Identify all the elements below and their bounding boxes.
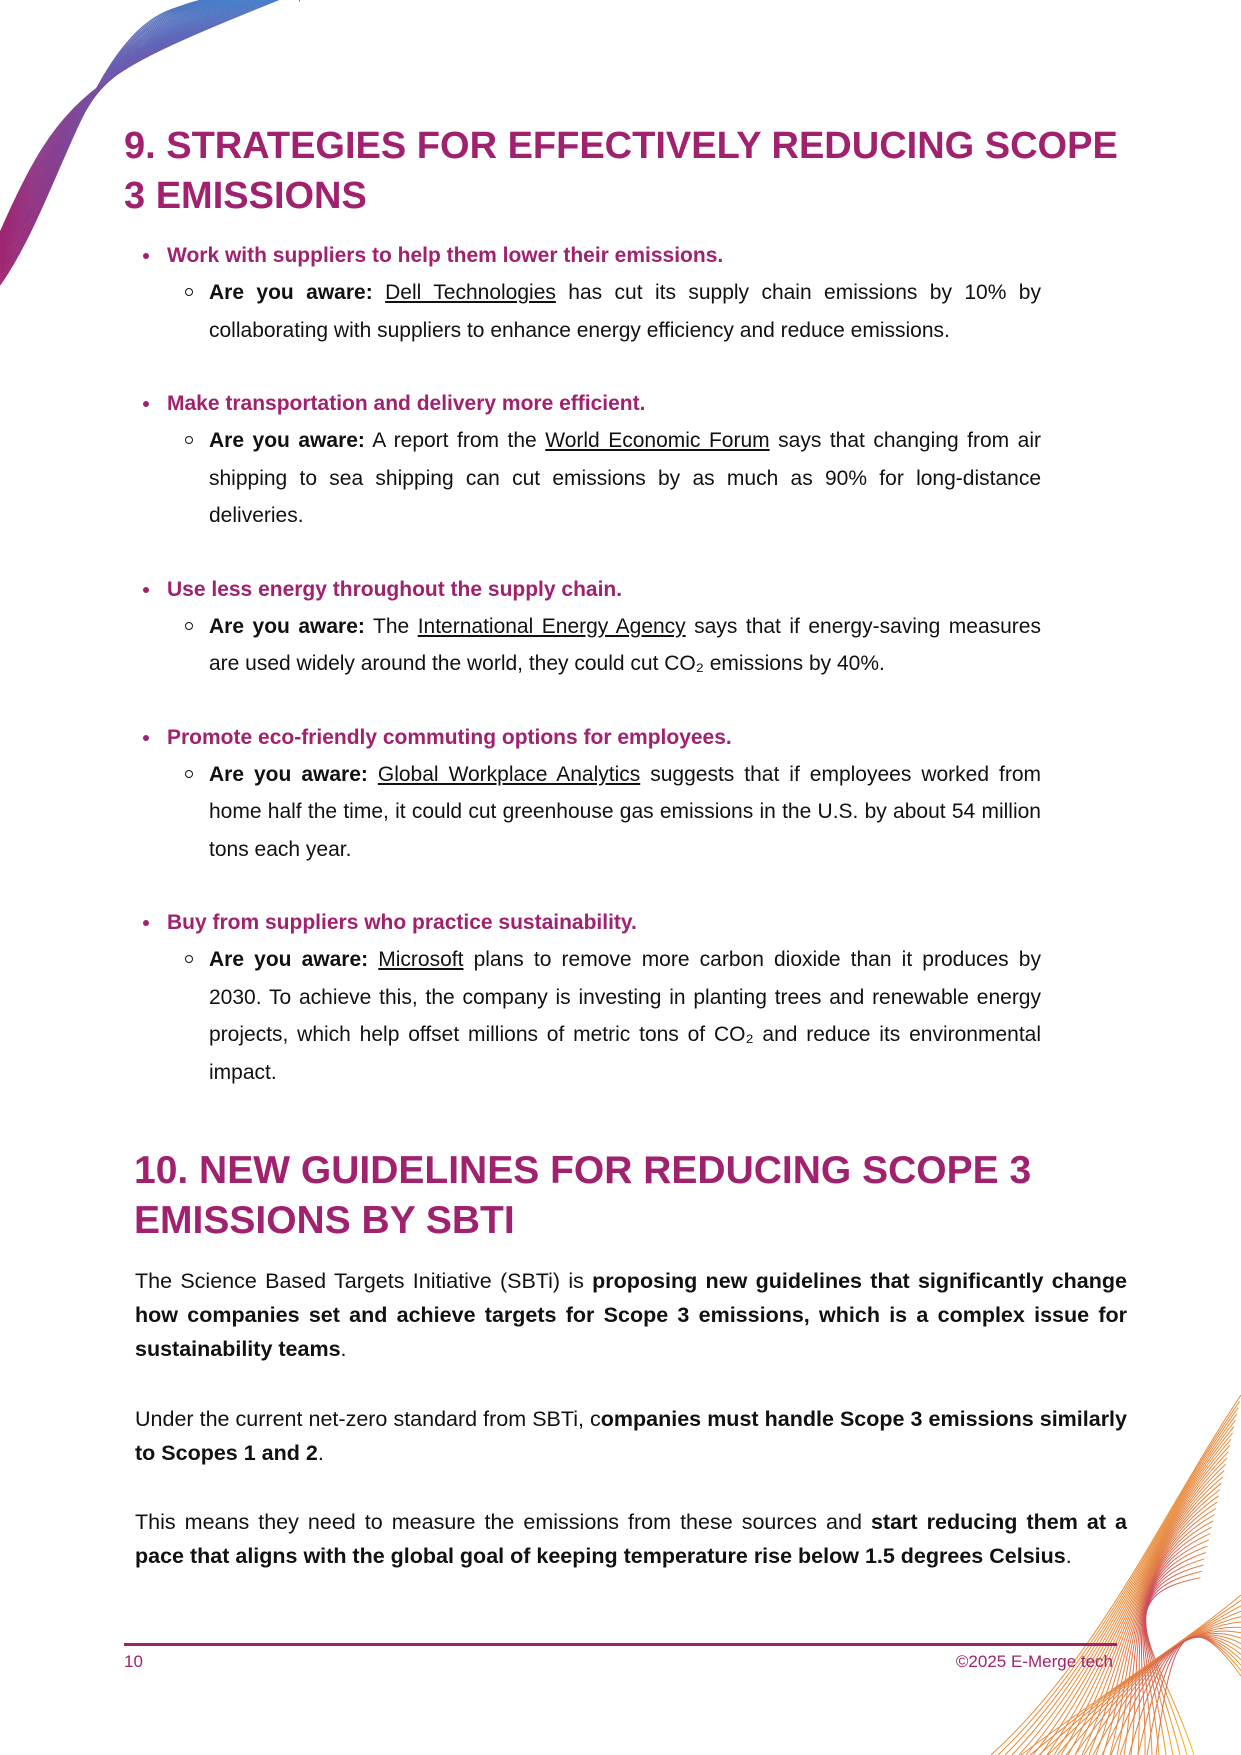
strategy-item <box>124 386 1124 535</box>
aware-label: Are you aware: <box>209 762 368 786</box>
bullet-dot <box>143 253 149 259</box>
strategy-title: Buy from suppliers who practice sustainability. <box>124 905 1124 941</box>
aware-label: Are you aware: <box>209 614 365 638</box>
did-you-know-note: Are you aware: A report from the World Economic Forum says that changing from air shipping to sea shipping can cut emissions by as much as 90% for long-distance deliveries. <box>209 422 1041 535</box>
footer-divider <box>124 1643 1117 1646</box>
sub-bullet-ring <box>185 770 193 778</box>
aware-label: Are you aware: <box>209 281 373 304</box>
strategy-item <box>124 720 1124 869</box>
strategy-item <box>124 238 1124 349</box>
did-you-know-note: Are you aware: Global Workplace Analytics suggests that if employees worked from home half the time, it could cut greenhouse gas emissions in the U.S. by about 54 million tons each year. <box>209 756 1041 869</box>
strategy-title: Make transportation and delivery more efficient. <box>124 386 1124 422</box>
strategy-title: Use less energy throughout the supply chain. <box>124 572 1124 608</box>
bullet-dot <box>143 920 149 926</box>
global-workplace-analytics-link[interactable]: Global Workplace Analytics <box>377 762 641 786</box>
strategy-list <box>124 238 1124 1128</box>
sub-bullet-ring <box>185 436 193 444</box>
aware-label: Are you aware: <box>209 948 369 971</box>
sub-bullet-ring <box>185 622 193 630</box>
sbti-paragraph-3: This means they need to measure the emissions from these sources and start reducing them at a pace that aligns with the global goal of keeping temperature rise below 1.5 degrees Celsius. <box>135 1510 1127 1568</box>
strategy-title: Promote eco-friendly commuting options for employees. <box>124 720 1124 756</box>
did-you-know-note: Are you aware: Microsoft plans to remove more carbon dioxide than it produces by 2030. To achieve this, the company is investing in planting trees and renewable energy projects, which help offset millions of metric tons of CO₂ and reduce its environmental impact. <box>209 941 1041 1091</box>
microsoft-link[interactable]: Microsoft <box>378 948 464 971</box>
wave-line <box>1147 1637 1241 1755</box>
world-economic-forum-link[interactable]: World Economic Forum <box>545 429 770 452</box>
strategy-item <box>124 905 1124 1091</box>
section-10-heading: 10. NEW GUIDELINES FOR REDUCING SCOPE 3 EMISSIONS BY SBTI <box>134 1149 1032 1242</box>
sbti-paragraph-2: Under the current net-zero standard from SBTi, companies must handle Scope 3 emissions similarly to Scopes 1 and 2. <box>135 1407 1127 1465</box>
strategy-item <box>124 572 1124 683</box>
did-you-know-note: Are you aware: The International Energy Agency says that if energy-saving measures are used widely around the world, they could cut CO₂ emissions by 40%. <box>209 608 1041 683</box>
bullet-dot <box>143 587 149 593</box>
sub-bullet-ring <box>185 288 193 296</box>
wave-line <box>1021 1595 1241 1755</box>
wave-line <box>1040 1439 1231 1755</box>
section-9-heading: 9. STRATEGIES FOR EFFECTIVELY REDUCING SCOPE 3 EMISSIONS <box>124 125 1118 217</box>
page-number: 10 <box>124 1652 143 1671</box>
aware-label: Are you aware: <box>209 429 365 452</box>
strategy-title: Work with suppliers to help them lower their emissions. <box>124 238 1124 274</box>
sbti-paragraph-1: The Science Based Targets Initiative (SBTi) is proposing new guidelines that significantly change how companies set and achieve targets for Scope 3 emissions, which is a complex issue for sustainability teams. <box>135 1269 1127 1361</box>
did-you-know-note: Are you aware: Dell Technologies has cut its supply chain emissions by 10% by collaborating with suppliers to enhance energy efficiency and reduce emissions. <box>209 274 1041 349</box>
dell-technologies-link[interactable]: Dell Technologies <box>385 281 556 304</box>
sub-bullet-ring <box>185 955 193 963</box>
bullet-dot <box>143 401 149 407</box>
bullet-dot <box>143 735 149 741</box>
footer-copyright: ©2025 E-Merge tech <box>955 1652 1113 1671</box>
international-energy-agency-link[interactable]: International Energy Agency <box>417 614 686 638</box>
